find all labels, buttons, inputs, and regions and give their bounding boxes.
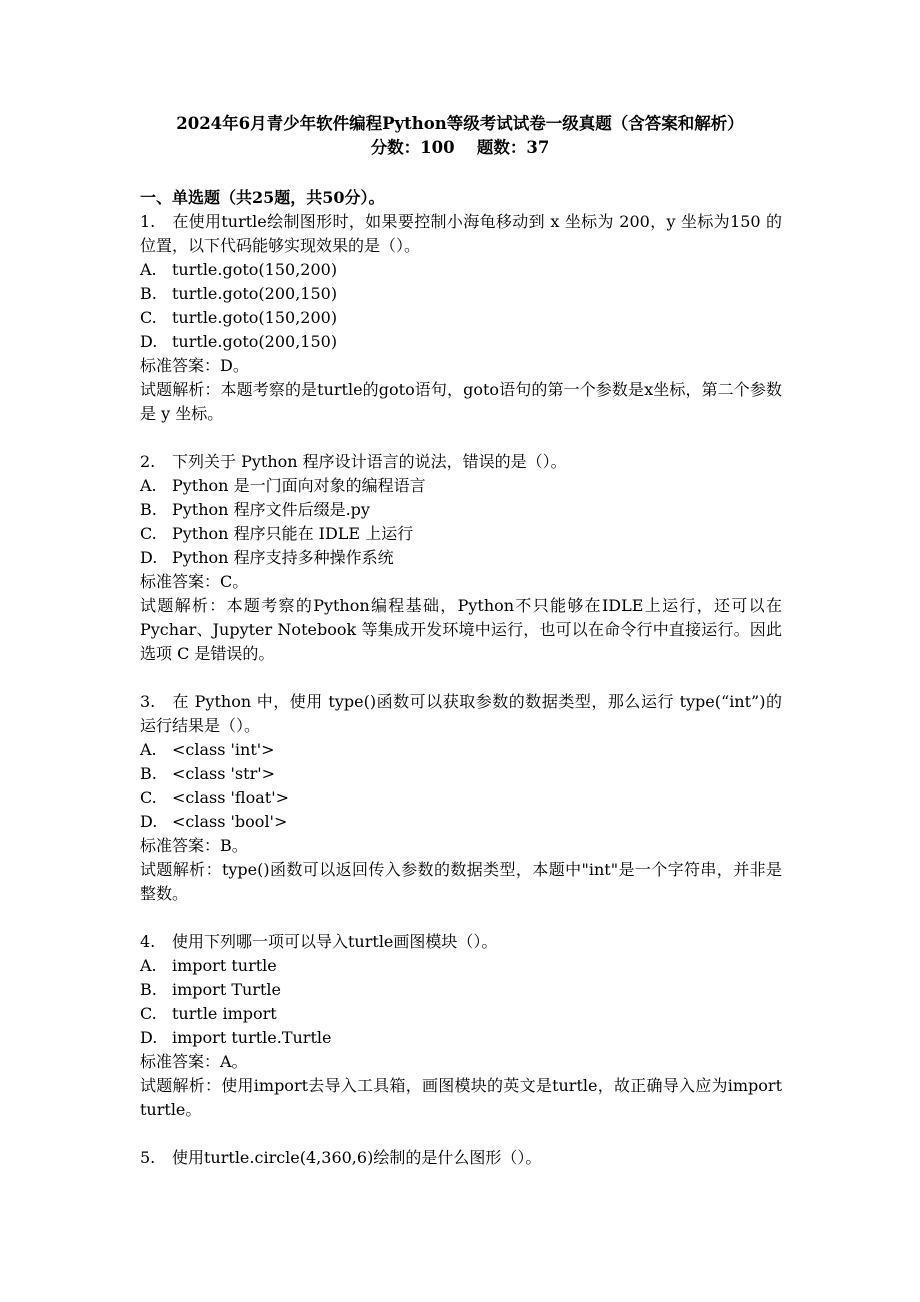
document-title: 2024年6月青少年软件编程Python等级考试试卷一级真题（含答案和解析） bbox=[176, 114, 744, 133]
question-text: 下列关于 Python 程序设计语言的说法，错误的是（）。 bbox=[172, 452, 567, 471]
question-text: 在 Python 中，使用 type()函数可以获取参数的数据类型，那么运行 type(“int”)的运行结果是（）。 bbox=[140, 692, 782, 735]
option-key: C. bbox=[140, 788, 157, 807]
document-meta: 分数：100 题数：37 bbox=[370, 138, 550, 157]
option-key: C. bbox=[140, 1004, 157, 1023]
option-key: A. bbox=[140, 956, 157, 975]
question bbox=[140, 450, 782, 666]
option-key: D. bbox=[140, 812, 158, 831]
option bbox=[140, 810, 782, 834]
question bbox=[140, 210, 782, 426]
option-text: turtle import bbox=[172, 1004, 277, 1023]
option bbox=[140, 282, 782, 306]
document-body bbox=[140, 186, 782, 1170]
option bbox=[140, 762, 782, 786]
analysis: 试题解析：本题考察的Python编程基础，Python不只能够在IDLE上运行，还可以在 Pychar、Jupyter Notebook 等集成开发环境中运行，也可以在命令行中直接运行。因此选项 C 是错误的。 bbox=[140, 596, 782, 663]
option-text: turtle.goto(200,150) bbox=[172, 284, 338, 303]
option bbox=[140, 546, 782, 570]
option-text: turtle.goto(200,150) bbox=[172, 332, 338, 351]
question bbox=[140, 690, 782, 906]
option bbox=[140, 258, 782, 282]
question-number: 1. bbox=[140, 212, 156, 231]
option bbox=[140, 1002, 782, 1026]
option bbox=[140, 786, 782, 810]
answer: 标准答案：B。 bbox=[140, 836, 248, 855]
question-number: 2. bbox=[140, 452, 156, 471]
option bbox=[140, 954, 782, 978]
option-key: A. bbox=[140, 476, 157, 495]
option bbox=[140, 330, 782, 354]
question-number: 3. bbox=[140, 692, 156, 711]
option-text: <class 'str'> bbox=[172, 764, 276, 783]
option bbox=[140, 978, 782, 1002]
option bbox=[140, 306, 782, 330]
option-key: D. bbox=[140, 548, 158, 567]
analysis: 试题解析：type()函数可以返回传入参数的数据类型，本题中"int"是一个字符串，并非是整数。 bbox=[140, 860, 782, 903]
question-stem bbox=[140, 1146, 782, 1170]
option-key: D. bbox=[140, 332, 158, 351]
question-number: 5. bbox=[140, 1148, 156, 1167]
option-text: Python 是一门面向对象的编程语言 bbox=[172, 476, 426, 495]
analysis: 试题解析：本题考察的是turtle的goto语句，goto语句的第一个参数是x坐标，第二个参数是 y 坐标。 bbox=[140, 380, 782, 423]
spacer bbox=[140, 906, 782, 930]
option-key: A. bbox=[140, 260, 157, 279]
question-stem bbox=[140, 930, 782, 954]
option-text: turtle.goto(150,200) bbox=[172, 260, 338, 279]
option-key: A. bbox=[140, 740, 157, 759]
option-key: C. bbox=[140, 524, 157, 543]
document-header bbox=[0, 112, 920, 160]
option-text: <class 'bool'> bbox=[172, 812, 288, 831]
answer: 标准答案：A。 bbox=[140, 1052, 248, 1071]
question-stem bbox=[140, 690, 782, 738]
question-number: 4. bbox=[140, 932, 156, 951]
question-text: 在使用turtle绘制图形时，如果要控制小海龟移动到 x 坐标为 200，y 坐标为150 的位置，以下代码能够实现效果的是（）。 bbox=[140, 212, 782, 255]
option bbox=[140, 498, 782, 522]
spacer bbox=[140, 426, 782, 450]
option-key: C. bbox=[140, 308, 157, 327]
question bbox=[140, 1146, 782, 1170]
section-title: 一、单选题（共25题，共50分）。 bbox=[140, 188, 385, 207]
option bbox=[140, 522, 782, 546]
answer: 标准答案：C。 bbox=[140, 572, 249, 591]
option-key: B. bbox=[140, 500, 157, 519]
question-stem bbox=[140, 450, 782, 474]
analysis: 试题解析：使用import去导入工具箱，画图模块的英文是turtle，故正确导入应为import turtle。 bbox=[140, 1076, 782, 1119]
option-text: <class 'float'> bbox=[172, 788, 290, 807]
spacer bbox=[140, 666, 782, 690]
question-text: 使用turtle.circle(4,360,6)绘制的是什么图形（）。 bbox=[172, 1148, 542, 1167]
option-text: Python 程序文件后缀是.py bbox=[172, 500, 370, 519]
question bbox=[140, 930, 782, 1122]
spacer bbox=[140, 1122, 782, 1146]
option bbox=[140, 474, 782, 498]
question-text: 使用下列哪一项可以导入turtle画图模块（）。 bbox=[172, 932, 498, 951]
option-text: import turtle.Turtle bbox=[172, 1028, 332, 1047]
option-key: B. bbox=[140, 980, 157, 999]
option-text: import Turtle bbox=[172, 980, 281, 999]
option bbox=[140, 1026, 782, 1050]
option-text: import turtle bbox=[172, 956, 277, 975]
option-text: <class 'int'> bbox=[172, 740, 275, 759]
option bbox=[140, 738, 782, 762]
option-text: turtle.goto(150,200) bbox=[172, 308, 338, 327]
option-text: Python 程序支持多种操作系统 bbox=[172, 548, 394, 567]
answer: 标准答案：D。 bbox=[140, 356, 249, 375]
option-key: D. bbox=[140, 1028, 158, 1047]
option-key: B. bbox=[140, 284, 157, 303]
question-stem bbox=[140, 210, 782, 258]
option-key: B. bbox=[140, 764, 157, 783]
option-text: Python 程序只能在 IDLE 上运行 bbox=[172, 524, 414, 543]
